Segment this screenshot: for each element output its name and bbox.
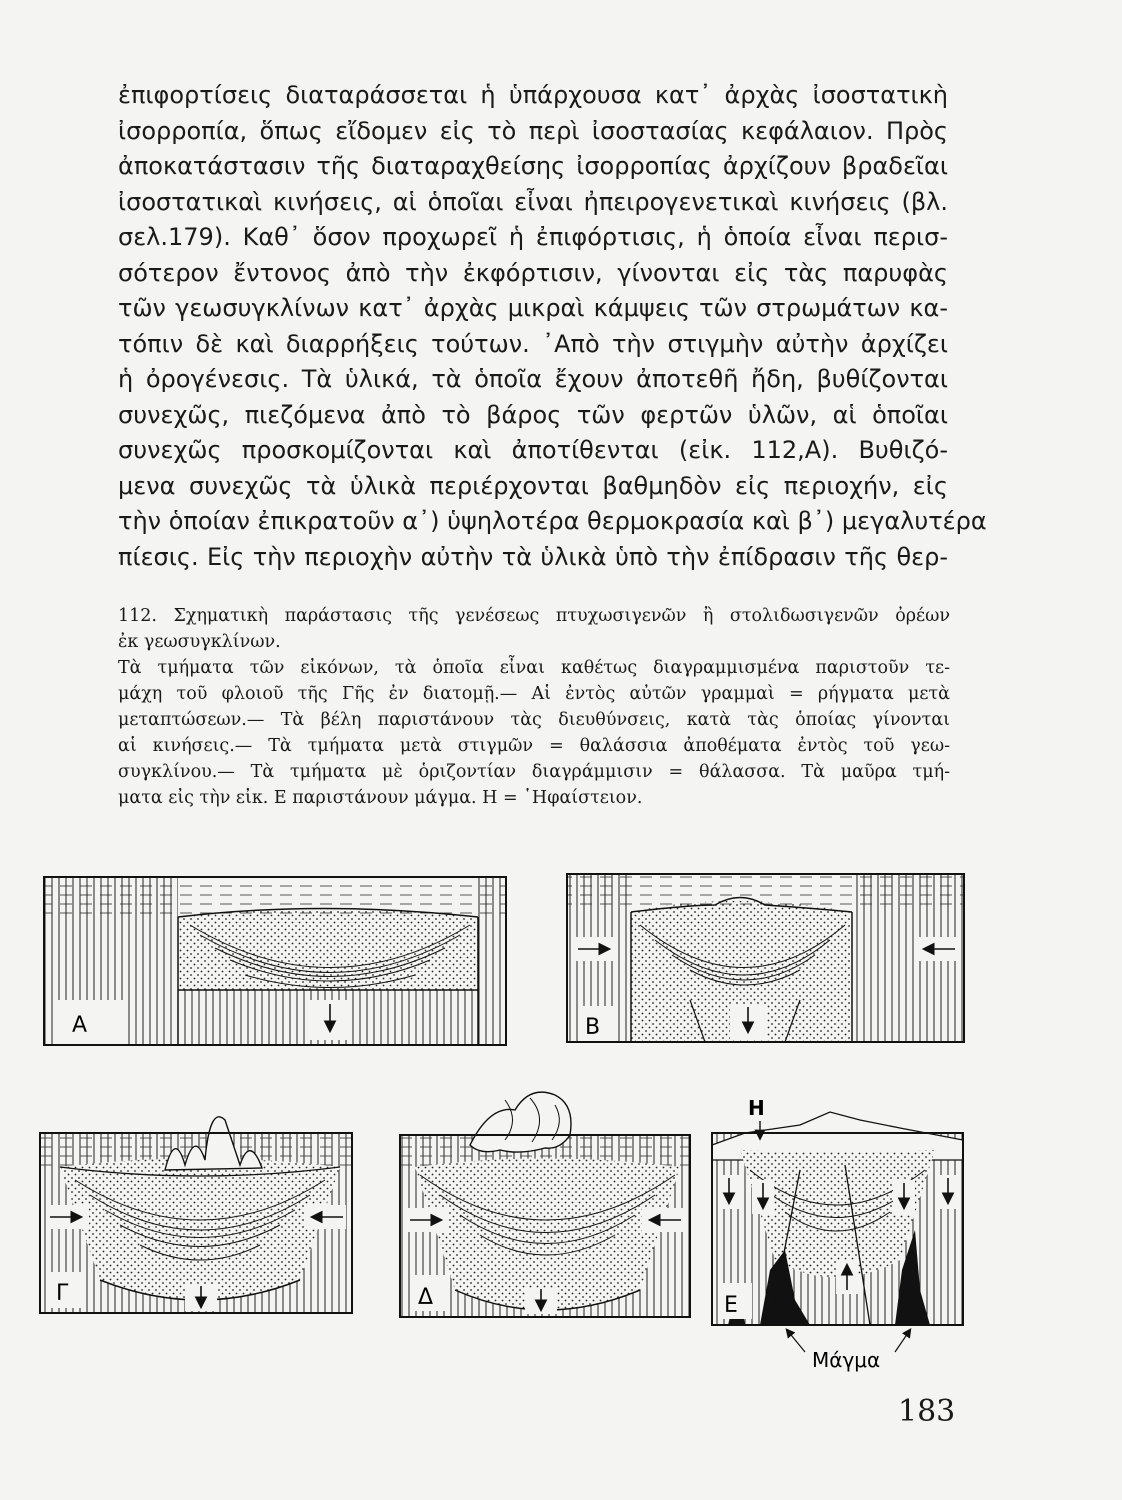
panel-label: Α bbox=[72, 1013, 88, 1038]
panel-c-diagram bbox=[40, 1117, 352, 1313]
caption-line: Τὰ τμήματα τῶν εἰκόνων, τὰ ὁποῖα εἶναι καθέτως διαγραμμισμένα παριστοῦν τε- bbox=[118, 658, 950, 678]
panel-label: Β bbox=[585, 1015, 601, 1040]
caption-line: αἱ κινήσεις.— Τὰ τμήματα μετὰ στιγμῶν = θαλάσσια ἀποθέματα ἐντὸς τοῦ γεω- bbox=[118, 736, 950, 756]
caption-line: 112. Σχηματικὴ παράστασις τῆς γενέσεως πτυχωσιγενῶν ἢ στολιδωσιγενῶν ὀρέων bbox=[118, 606, 950, 626]
caption-line: μάχη τοῦ φλοιοῦ τῆς Γῆς ἐν διατομῇ.— Αἱ ἐντὸς αὐτῶν γραμμαὶ = ρήγματα μετὰ bbox=[118, 684, 950, 704]
page-number: 183 bbox=[898, 1394, 956, 1429]
body-line: τὴν ὁποίαν ἐπικρατοῦν α᾿) ὑψηλοτέρα θερμοκρασία καὶ β᾿) μεγαλυτέρα bbox=[118, 507, 987, 535]
body-line: ἰσορροπία, ὅπως εἴδομεν εἰς τὸ περὶ ἰσοστασίας κεφάλαιον. Πρὸς bbox=[118, 116, 948, 145]
body-line: μενα συνεχῶς τὰ ὑλικὰ περιέρχονται βαθμηδὸν εἰς περιοχήν, εἰς bbox=[118, 471, 948, 500]
caption-line: ματα εἰς τὴν εἰκ. Ε παριστάνουν μάγμα. Η = ῾Ηφαίστειον. bbox=[118, 788, 643, 808]
panel-label: Δ bbox=[418, 1285, 434, 1310]
panel-label: Ε bbox=[724, 1293, 738, 1318]
body-line: πίεσις. Εἰς τὴν περιοχὴν αὐτὴν τὰ ὑλικὰ ὑπὸ τὴν ἐπίδρασιν τῆς θερ- bbox=[118, 542, 948, 571]
body-line: συνεχῶς προσκομίζονται καὶ ἀποτίθενται (εἰκ. 112,Α). Βυθιζό- bbox=[118, 436, 948, 464]
panel-a-diagram bbox=[44, 877, 506, 1045]
caption-line: συγκλίνου.— Τὰ τμήματα μὲ ὁριζοντίαν διαγράμμισιν = θάλασσα. Τὰ μαῦρα τμή- bbox=[118, 762, 950, 782]
panel-e-diagram bbox=[712, 1096, 963, 1372]
volcano-label: Η bbox=[748, 1096, 765, 1120]
body-line: ἡ ὀρογένεσις. Τὰ ὑλικά, τὰ ὁποῖα ἔχουν ἀποτεθῆ ἤδη, βυθίζονται bbox=[118, 365, 948, 393]
body-line: σότερον ἔντονος ἀπὸ τὴν ἐκφόρτισιν, γίνονται εἰς τὰς παρυφὰς bbox=[118, 258, 948, 287]
body-line: ἰσοστατικαὶ κινήσεις, αἱ ὁποῖαι εἶναι ἠπειρογενετικαὶ κινήσεις (βλ. bbox=[118, 187, 948, 216]
panel-label: Γ bbox=[56, 1281, 69, 1306]
body-line: σελ.179). Καθ᾿ ὅσον προχωρεῖ ἡ ἐπιφόρτισις, ἡ ὁποία εἶναι περισ- bbox=[118, 223, 948, 251]
body-line: ἐπιφορτίσεις διαταράσσεται ἡ ὑπάρχουσα κατ᾿ ἀρχὰς ἰσοστατικὴ bbox=[118, 81, 948, 109]
body-line: συνεχῶς, πιεζόμενα ἀπὸ τὸ βάρος τῶν φερτῶν ὑλῶν, αἱ ὁποῖαι bbox=[118, 400, 948, 429]
panel-b-diagram bbox=[567, 874, 964, 1042]
magma-label: Μάγμα bbox=[812, 1348, 881, 1372]
body-line: τῶν γεωσυγκλίνων κατ᾿ ἀρχὰς μικραὶ κάμψεις τῶν στρωμάτων κα- bbox=[118, 294, 948, 322]
body-line: τόπιν δὲ καὶ διαρρήξεις τούτων. ᾿Απὸ τὴν στιγμὴν αὐτὴν ἀρχίζει bbox=[118, 329, 948, 358]
caption-line: ἐκ γεωσυγκλίνων. bbox=[118, 632, 281, 652]
caption-line: μεταπτώσεων.— Τὰ βέλη παριστάνουν τὰς διευθύνσεις, κατὰ τὰς ὁποίας γίνονται bbox=[118, 710, 950, 730]
panel-d-diagram bbox=[400, 1092, 690, 1317]
body-line: ἀποκατάστασιν τῆς διαταραχθείσης ἰσορροπίας ἀρχίζουν βραδεῖαι bbox=[118, 152, 948, 180]
